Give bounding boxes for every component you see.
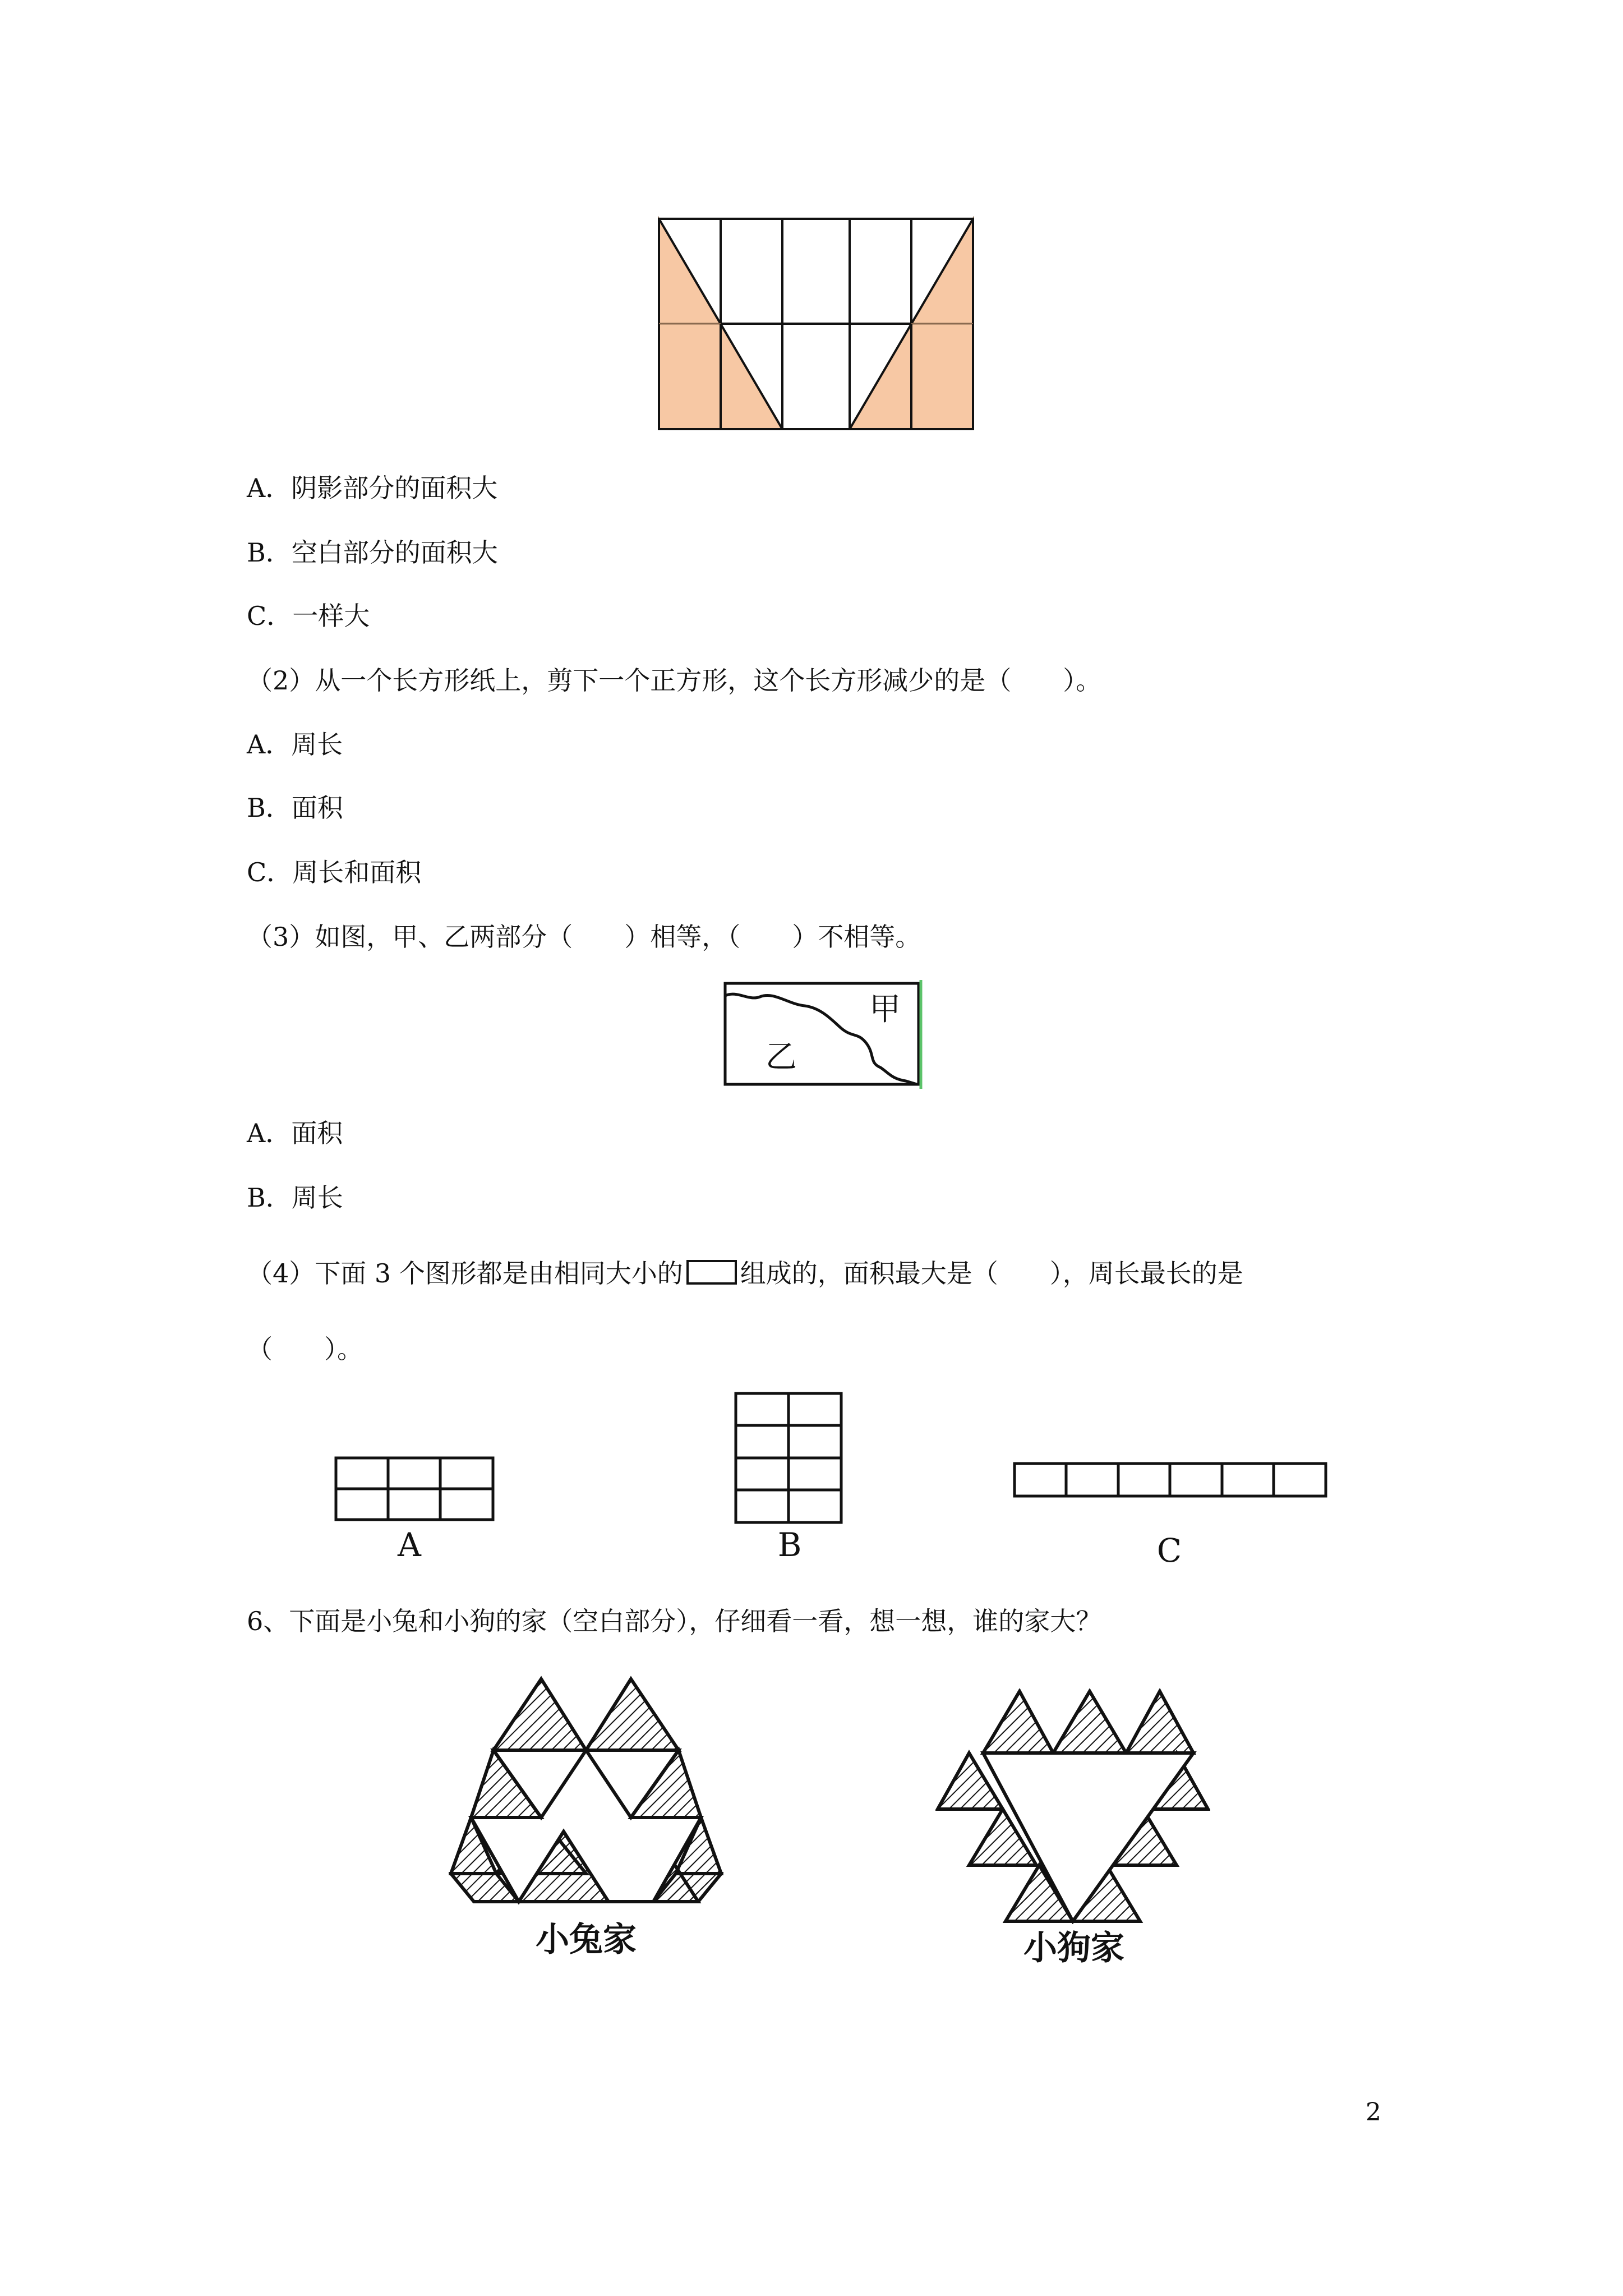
- q3-option-a: A．面积: [247, 1118, 343, 1148]
- label-jia: 甲: [869, 991, 901, 1028]
- q4-stem-line2: （ ）。: [247, 1334, 363, 1364]
- dog-house-figure: [935, 1688, 1210, 1924]
- q2-option-c: C．周长和面积: [247, 857, 422, 887]
- q4-stem: [247, 1257, 1243, 1290]
- figure-b-grid: [734, 1391, 846, 1526]
- rabbit-house-figure: [449, 1674, 723, 1904]
- split-rectangle-figure: [721, 979, 925, 1091]
- dog-house-label: 小狗家: [1023, 1929, 1124, 1968]
- q6-stem: 6、下面是小兔和小狗的家（空白部分），仔细看一看，想一想，谁的家大？: [247, 1606, 1102, 1636]
- unit-rectangle-icon: [686, 1260, 737, 1285]
- figure-c-label: C: [1156, 1531, 1182, 1570]
- q1-option-a: A．阴影部分的面积大: [247, 473, 498, 503]
- q4-stem-before: （4）下面 3 个图形都是由相同大小的: [247, 1258, 683, 1289]
- q2-option-b: B．面积: [247, 793, 343, 823]
- q1-option-c: C．一样大: [247, 601, 370, 631]
- q3-stem: （3）如图，甲、乙两部分（ ）相等，（ ）不相等。: [247, 922, 921, 952]
- figure-a-label: A: [398, 1526, 421, 1564]
- q2-stem: （2）从一个长方形纸上，剪下一个正方形，这个长方形减少的是（ ）。: [247, 665, 1102, 696]
- q1-option-b: B．空白部分的面积大: [247, 537, 498, 568]
- q4-stem-after: 组成的，面积最大是（ ），周长最长的是: [740, 1258, 1243, 1289]
- figure-c-strip: [1012, 1461, 1329, 1499]
- figure-a-grid: [334, 1456, 496, 1523]
- rabbit-house-label: 小兔家: [536, 1920, 637, 1959]
- q2-option-a: A．周长: [247, 729, 343, 760]
- figure-b-label: B: [777, 1526, 802, 1564]
- grid-shaded-figure: [656, 216, 976, 435]
- label-yi: 乙: [766, 1039, 797, 1075]
- q3-option-b: B．周长: [247, 1182, 343, 1213]
- page-number: 2: [1366, 2098, 1381, 2127]
